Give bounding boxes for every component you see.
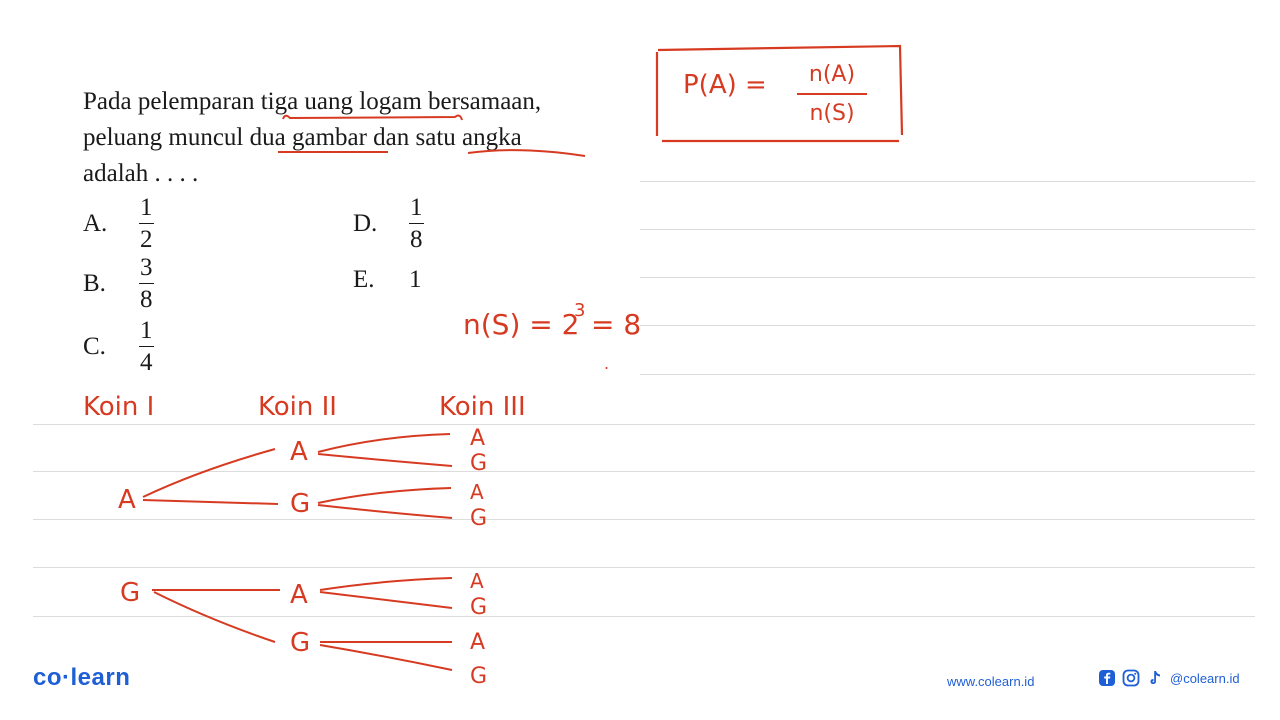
question-line-3: adalah . . . .	[83, 160, 199, 187]
tree-node-l3: A	[470, 480, 484, 504]
fraction-numerator: 1	[139, 195, 154, 224]
fraction-numerator: 1	[409, 195, 424, 224]
tree-header-koin-2: Koin II	[258, 392, 337, 422]
question-line-2: peluang muncul dua gambar dan satu angka	[83, 124, 522, 151]
tree-header-koin-1: Koin I	[83, 392, 155, 422]
sample-space-rhs: = 8	[591, 308, 642, 341]
tree-node-l3: A	[470, 426, 486, 451]
tree-node-l3: G	[470, 664, 488, 689]
tree-header-koin-3: Koin III	[439, 392, 526, 422]
tree-node-l3: A	[470, 630, 486, 655]
tree-node-l2: A	[290, 580, 308, 610]
fraction-numerator: 3	[139, 255, 154, 284]
fraction-denominator: 8	[140, 286, 153, 313]
tree-root-a: A	[118, 485, 136, 515]
facebook-icon[interactable]	[1098, 669, 1116, 687]
tree-node-l3: G	[470, 595, 488, 620]
option-letter: C.	[83, 332, 106, 360]
tree-node-l3: A	[470, 569, 484, 593]
question-line-1: Pada pelemparan tiga uang logam bersamaan,	[83, 88, 542, 115]
formula-lhs: P(A) =	[683, 70, 767, 100]
footer-url[interactable]: www.colearn.id	[947, 674, 1035, 689]
social-handle[interactable]: @colearn.id	[1170, 670, 1240, 686]
tree-node-l2: G	[290, 628, 311, 658]
fraction-denominator: 8	[410, 226, 423, 253]
sample-space-lhs: n(S) = 2	[463, 308, 580, 341]
fraction-denominator: 2	[140, 226, 153, 253]
option-letter: D.	[353, 209, 378, 237]
sample-space-exponent: 3	[574, 300, 586, 321]
instagram-icon[interactable]	[1122, 669, 1140, 687]
formula-numerator: n(A)	[808, 62, 856, 87]
tree-node-l3: G	[470, 506, 488, 531]
tree-node-l2: G	[290, 489, 311, 519]
fraction-denominator: 4	[140, 349, 153, 376]
tiktok-icon[interactable]	[1146, 669, 1164, 687]
tree-node-l2: A	[290, 437, 308, 467]
tree-root-g: G	[120, 578, 141, 608]
colearn-logo: co·learn	[33, 664, 131, 691]
stray-dot: .	[604, 354, 610, 373]
option-value: 1	[409, 266, 422, 293]
option-letter: A.	[83, 209, 108, 237]
footer-social	[1098, 669, 1240, 687]
option-letter: E.	[353, 266, 375, 293]
option-letter: B.	[83, 269, 106, 297]
fraction-numerator: 1	[139, 318, 154, 347]
tree-node-l3: G	[470, 451, 488, 476]
formula-denominator: n(S)	[809, 101, 855, 126]
